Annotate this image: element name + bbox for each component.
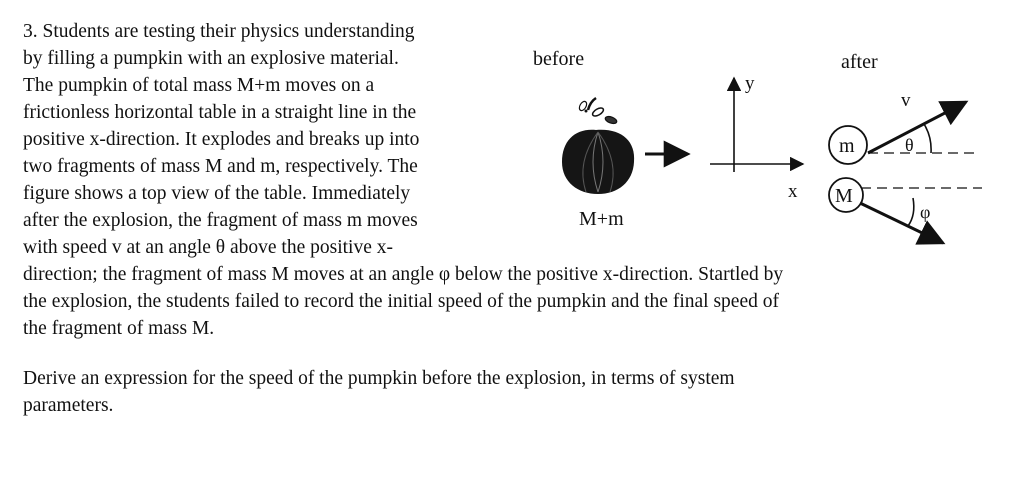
before-label: before xyxy=(533,48,585,70)
question-line: parameters. xyxy=(23,395,114,416)
fragment-large-label: M xyxy=(835,185,853,207)
after-label: after xyxy=(841,51,878,73)
problem-line: positive x-direction. It explodes and breaks up into xyxy=(23,129,420,150)
problem-line: The pumpkin of total mass M+m moves on a xyxy=(23,75,375,96)
pumpkin-icon xyxy=(562,98,634,194)
phi-label: φ xyxy=(920,202,931,222)
question-line: Derive an expression for the speed of the pumpkin before the explosion, in terms of system xyxy=(23,368,735,389)
problem-line: 3. Students are testing their physics understanding xyxy=(23,21,415,42)
problem-line: the fragment of mass M. xyxy=(23,318,215,339)
pumpkin-mass-label: M+m xyxy=(579,208,624,230)
problem-line: frictionless horizontal table in a straight line in the xyxy=(23,102,417,123)
problem-line: by filling a pumpkin with an explosive material. xyxy=(23,48,399,69)
physics-figure xyxy=(520,40,990,245)
theta-label: θ xyxy=(905,135,914,155)
problem-line: after the explosion, the fragment of mass m moves xyxy=(23,210,418,231)
fragment-large-velocity-arrow xyxy=(860,203,943,243)
problem-line: two fragments of mass M and m, respectively. The xyxy=(23,156,418,177)
problem-line: direction; the fragment of mass M moves at an angle φ below the positive x-direction. Startled by xyxy=(23,264,784,285)
problem-line: figure shows a top view of the table. Immediately xyxy=(23,183,411,204)
speed-label: v xyxy=(901,90,911,111)
phi-arc xyxy=(908,198,914,226)
theta-arc xyxy=(924,124,931,153)
y-axis-label: y xyxy=(745,73,755,94)
x-axis-label: x xyxy=(788,181,798,202)
problem-line: with speed v at an angle θ above the positive x- xyxy=(23,237,393,258)
fragment-small-label: m xyxy=(839,135,855,157)
fragment-small-velocity-arrow xyxy=(868,102,966,153)
problem-line: the explosion, the students failed to record the initial speed of the pumpkin and the final speed of xyxy=(23,291,779,312)
